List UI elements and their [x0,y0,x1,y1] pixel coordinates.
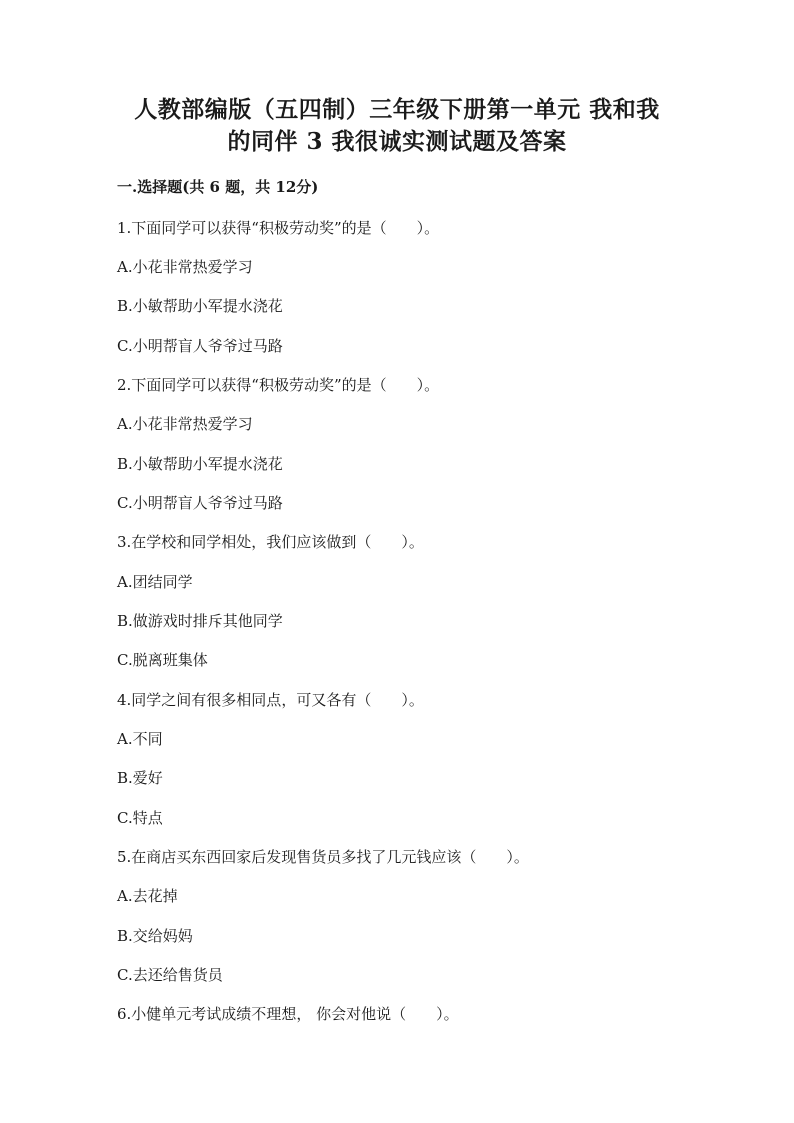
question-3-option-a: A.团结同学 [117,573,193,591]
title-line-1: 人教部编版（五四制）三年级下册第一单元 我和我 [134,96,660,123]
question-2-option-a: A.小花非常热爱学习 [117,415,253,433]
question-2-option-b: B.小敏帮助小军提水浇花 [117,455,283,473]
question-5-stem: 5.在商店买东西回家后发现售货员多找了几元钱应该（ ）。 [117,848,529,866]
question-3-option-b: B.做游戏时排斥其他同学 [117,612,283,630]
question-5-option-a: A.去花掉 [117,887,178,905]
question-2-stem: 2.下面同学可以获得“积极劳动奖”的是（ ）。 [117,376,440,394]
question-5-option-c: C.去还给售货员 [117,966,223,984]
question-5-option-b: B.交给妈妈 [117,927,193,945]
question-4-option-b: B.爱好 [117,769,163,787]
section-heading: 一.选择题(共 6 题，共 12分) [117,178,319,196]
question-1-option-b: B.小敏帮助小军提水浇花 [117,297,283,315]
question-1-option-a: A.小花非常热爱学习 [117,258,253,276]
question-1-option-c: C.小明帮盲人爷爷过马路 [117,337,283,355]
question-4-stem: 4.同学之间有很多相同点，可又各有（ ）。 [117,691,424,709]
document-title [100,94,694,158]
question-1-stem: 1.下面同学可以获得“积极劳动奖”的是（ ）。 [117,219,440,237]
question-4-option-c: C.特点 [117,809,163,827]
question-3-stem: 3.在学校和同学相处，我们应该做到（ ）。 [117,533,424,551]
title-line-2: 的同伴 3 我很诚实测试题及答案 [227,128,567,155]
question-2-option-c: C.小明帮盲人爷爷过马路 [117,494,283,512]
question-3-option-c: C.脱离班集体 [117,651,208,669]
question-6-stem: 6.小健单元考试成绩不理想， 你会对他说（ ）。 [117,1005,459,1023]
question-4-option-a: A.不同 [117,730,163,748]
